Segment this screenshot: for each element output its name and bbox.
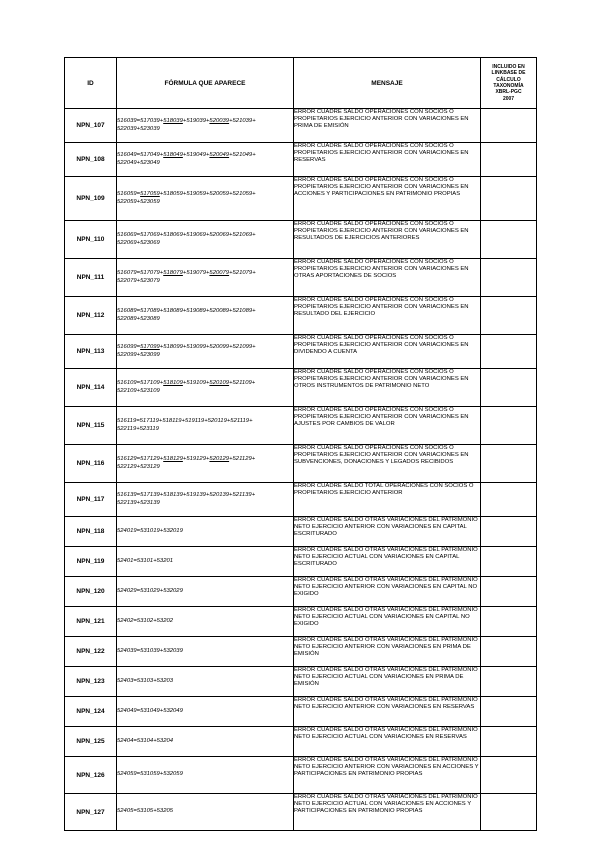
table-row [65,221,537,259]
table-row [65,667,537,697]
row-message: ERROR CUADRE SALDO OTRAS VARIACIONES DEL PATRIMONIO NETO EJERCICIO ANTERIOR CON VARIACIONES EN CAPITAL ESCRITURADO [294,517,481,547]
row-included [481,697,537,727]
header-included [481,58,537,109]
validation-table [64,57,537,831]
row-formula: 516139=517139+518139+519139+520139+521139+ 522139+523139 [117,483,294,517]
row-formula: 516109=517109+518109+519109+520109+521109+ 522109+523109 [117,369,294,407]
row-formula: 516119=517119+518119+519119+520119+521119+ 522119+523119 [117,407,294,445]
row-id: NPN_125 [65,727,117,757]
table-row [65,445,537,483]
row-id: NPN_117 [65,483,117,517]
row-id: NPN_122 [65,637,117,667]
row-included [481,757,537,794]
row-message: ERROR CUADRE SALDO OPERACIONES CON SOCIOS O PROPIETARIOS EJERCICIO ANTERIOR CON VARIACIONES EN RESULTADO DEL EJERCICIO [294,297,481,335]
row-message: ERROR CUADRE SALDO OPERACIONES CON SOCIOS O PROPIETARIOS EJERCICIO ANTERIOR CON VARIACIONES EN OTRAS APORTACIONES DE SOCIOS [294,259,481,297]
row-message: ERROR CUADRE SALDO OPERACIONES CON SOCIOS O PROPIETARIOS EJERCICIO ANTERIOR CON VARIACIONES EN PRIMA DE EMISIÓN [294,109,481,143]
row-included [481,109,537,143]
row-id: NPN_113 [65,335,117,369]
row-included [481,297,537,335]
table-row [65,637,537,667]
table-row [65,297,537,335]
table-row [65,607,537,637]
table-row [65,577,537,607]
row-included [481,445,537,483]
row-message: ERROR CUADRE SALDO OPERACIONES CON SOCIOS O PROPIETARIOS EJERCICIO ANTERIOR CON VARIACIONES EN ACCIONES Y PARTICIPACIONES EN PATRIMONIO PROPIAS [294,177,481,221]
row-id: NPN_127 [65,794,117,831]
row-included [481,547,537,577]
row-id: NPN_112 [65,297,117,335]
row-message: ERROR CUADRE SALDO OTRAS VARIACIONES DEL PATRIMONIO NETO EJERCICIO ACTUAL CON VARIACIONES EN ACCIONES Y PARTICIPACIONES EN PATRIMONIO PROPIAS [294,794,481,831]
row-included [481,335,537,369]
row-formula: 52403=53103+53203 [117,667,294,697]
table-row [65,727,537,757]
row-included [481,143,537,177]
row-formula: 524039=531039+532039 [117,637,294,667]
row-formula: 52405=53105+53205 [117,794,294,831]
table-row [65,794,537,831]
header-included-line: INCLUIDO EN [492,63,525,70]
row-message: ERROR CUADRE SALDO OTRAS VARIACIONES DEL PATRIMONIO NETO EJERCICIO ACTUAL CON VARIACIONES EN PRIMA DE EMISIÓN [294,667,481,697]
row-formula: 516039=517039+518039+519039+520039+521039+ 522039+523039 [117,109,294,143]
row-id: NPN_116 [65,445,117,483]
row-id: NPN_111 [65,259,117,297]
row-message: ERROR CUADRE SALDO OTRAS VARIACIONES DEL PATRIMONIO NETO EJERCICIO ACTUAL CON VARIACIONES EN CAPITAL NO EXIGIDO [294,607,481,637]
row-id: NPN_119 [65,547,117,577]
table-row [65,335,537,369]
row-id: NPN_123 [65,667,117,697]
row-formula: 516099=517099+518099+519099+520099+521099+ 522099+523099 [117,335,294,369]
row-included [481,407,537,445]
row-formula: 52402=53102+53202 [117,607,294,637]
header-included-line: TAXONOMÍA [493,83,524,89]
row-included [481,517,537,547]
table-row [65,407,537,445]
row-formula: 516069=517069+518069+519069+520069+521069+ 522069+523069 [117,221,294,259]
row-message: ERROR CUADRE SALDO OTRAS VARIACIONES DEL PATRIMONIO NETO EJERCICIO ACTUAL CON VARIACIONES EN RESERVAS [294,727,481,757]
header-included-line: XBRL-PGC [495,89,522,96]
table-row [65,483,537,517]
row-formula: 524029=531029+532029 [117,577,294,607]
row-message: ERROR CUADRE SALDO OPERACIONES CON SOCIOS O PROPIETARIOS EJERCICIO ANTERIOR CON VARIACIONES EN RESULTADOS DE EJERCICIOS ANTERIORES [294,221,481,259]
row-formula: 516079=517079+518079+519079+520079+521079+ 522079+523079 [117,259,294,297]
table-row [65,757,537,794]
table-row [65,143,537,177]
table-row [65,517,537,547]
row-id: NPN_107 [65,109,117,143]
row-included [481,794,537,831]
row-message: ERROR CUADRE SALDO OTRAS VARIACIONES DEL PATRIMONIO NETO EJERCICIO ACTUAL CON VARIACIONES EN CAPITAL ESCRITURADO [294,547,481,577]
row-included [481,221,537,259]
row-id: NPN_110 [65,221,117,259]
row-message: ERROR CUADRE SALDO OPERACIONES CON SOCIOS O PROPIETARIOS EJERCICIO ANTERIOR CON VARIACIONES EN AJUSTES POR CAMBIOS DE VALOR [294,407,481,445]
row-message: ERROR CUADRE SALDO OPERACIONES CON SOCIOS O PROPIETARIOS EJERCICIO ANTERIOR CON VARIACIONES EN RESERVAS [294,143,481,177]
row-included [481,607,537,637]
row-id: NPN_121 [65,607,117,637]
row-formula: 524049=531049+532049 [117,697,294,727]
header-formula: FÓRMULA QUE APARECE [117,58,294,109]
row-message: ERROR CUADRE SALDO OTRAS VARIACIONES DEL PATRIMONIO NETO EJERCICIO ANTERIOR CON VARIACIONES EN RESERVAS [294,697,481,727]
header-message: MENSAJE [294,58,481,109]
header-included-line: CÁLCULO [496,76,521,83]
row-formula: 52401=53101+53201 [117,547,294,577]
row-formula: 516059=517059+518059+519059+520059+521059+ 522059+523059 [117,177,294,221]
row-formula: 524059=531059+532059 [117,757,294,794]
row-included [481,637,537,667]
table-row [65,697,537,727]
table-header-row [65,58,537,109]
row-message: ERROR CUADRE SALDO OPERACIONES CON SOCIOS O PROPIETARIOS EJERCICIO ANTERIOR CON VARIACIONES EN DIVIDENDO A CUENTA [294,335,481,369]
row-message: ERROR CUADRE SALDO OPERACIONES CON SOCIOS O PROPIETARIOS EJERCICIO ANTERIOR CON VARIACIONES EN OTROS INSTRUMENTOS DE PATRIMONIO NETO [294,369,481,407]
row-id: NPN_108 [65,143,117,177]
row-id: NPN_124 [65,697,117,727]
row-formula: 516089=517089+518089+519089+520089+521089+ 522089+523089 [117,297,294,335]
row-included [481,483,537,517]
row-message: ERROR CUADRE SALDO OTRAS VARIACIONES DEL PATRIMONIO NETO EJERCICIO ANTERIOR CON VARIACIONES EN CAPITAL NO EXIGIDO [294,577,481,607]
row-id: NPN_109 [65,177,117,221]
table-row [65,109,537,143]
table-row [65,177,537,221]
row-formula: 516129=517129+518129+519129+520129+521129+ 522129+523129 [117,445,294,483]
header-id: ID [65,58,117,109]
row-message: ERROR CUADRE SALDO TOTAL OPERACIONES CON SOCIOS O PROPIETARIOS EJERCICIO ANTERIOR [294,483,481,517]
row-included [481,577,537,607]
table-row [65,369,537,407]
row-message: ERROR CUADRE SALDO OTRAS VARIACIONES DEL PATRIMONIO NETO EJERCICIO ANTERIOR CON VARIACIONES EN PRIMA DE EMISIÓN [294,637,481,667]
row-formula: 516049=517049+518049+519049+520049+521049+ 522049+523049 [117,143,294,177]
row-id: NPN_126 [65,757,117,794]
row-id: NPN_118 [65,517,117,547]
table-row [65,259,537,297]
row-formula: 52404=53104+53204 [117,727,294,757]
row-included [481,667,537,697]
row-id: NPN_120 [65,577,117,607]
row-message: ERROR CUADRE SALDO OPERACIONES CON SOCIOS O PROPIETARIOS EJERCICIO ANTERIOR CON VARIACIONES EN SUBVENCIONES, DONACIONES Y LEGADOS RECIBIDOS [294,445,481,483]
header-included-line: LINKBASE DE [491,70,526,77]
row-id: NPN_114 [65,369,117,407]
table-row [65,547,537,577]
row-message: ERROR CUADRE SALDO OTRAS VARIACIONES DEL PATRIMONIO NETO EJERCICIO ANTERIOR CON VARIACIONES EN ACCIONES Y PARTICIPACIONES EN PATRIMONIO PROPIAS [294,757,481,794]
row-id: NPN_115 [65,407,117,445]
row-included [481,177,537,221]
header-included-line: 2007 [502,95,515,102]
row-included [481,369,537,407]
row-formula: 524019=531019+532019 [117,517,294,547]
row-included [481,727,537,757]
row-included [481,259,537,297]
